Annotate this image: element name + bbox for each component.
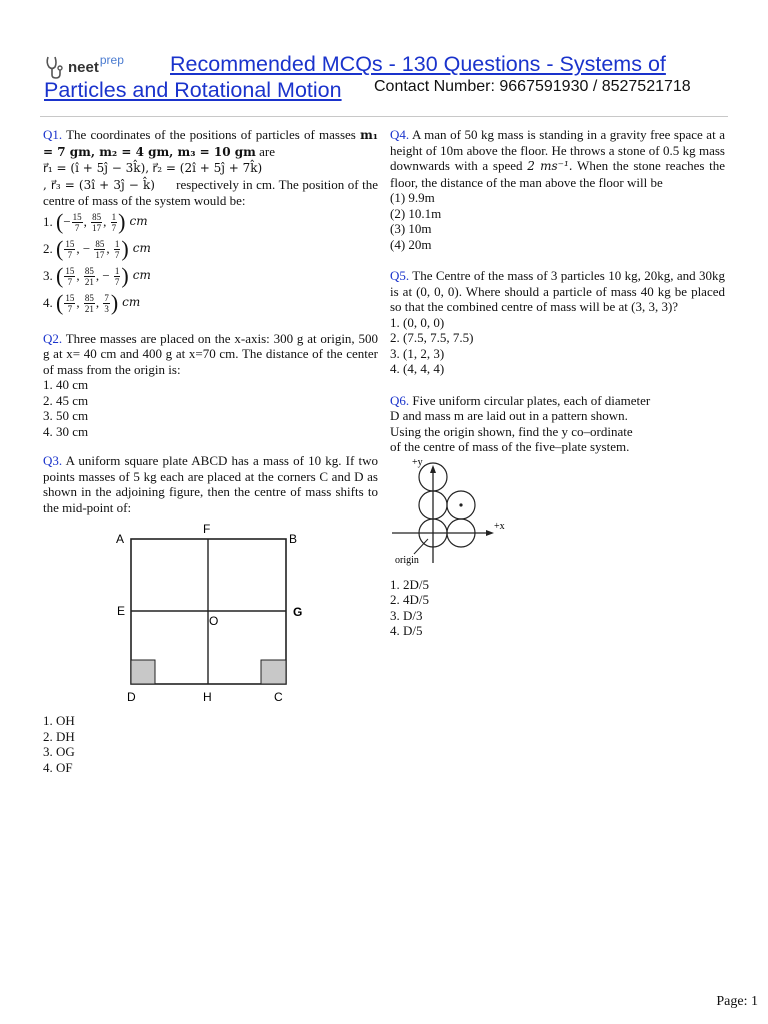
denominator: 21 — [84, 276, 94, 287]
right-paren: ) — [110, 290, 119, 315]
question-5 — [390, 268, 725, 377]
question-text-2: When the stone reaches the floor, the distance of the man above the floor will be — [390, 158, 726, 190]
option-label: 1. — [43, 214, 53, 230]
label-h: H — [202, 690, 212, 704]
r1-vector: r⃗₁ = (î + 5ĵ − 3k̂), — [43, 161, 150, 175]
circular-plates-figure — [390, 459, 515, 577]
fraction — [103, 293, 110, 314]
question-4 — [390, 127, 725, 252]
left-paren: ( — [56, 290, 64, 315]
left-paren: ( — [56, 263, 64, 288]
option-label: 3. — [43, 268, 53, 284]
label-f: F — [202, 522, 210, 536]
option-1[interactable]: 1. 40 cm — [43, 377, 89, 392]
mass-at-d — [131, 660, 155, 684]
option-2[interactable]: 2. 45 cm — [43, 392, 89, 408]
numerator: 15 — [65, 265, 75, 276]
option-4[interactable]: 4. (4, 4, 4) — [390, 361, 445, 376]
page-number: Page: 1 — [716, 994, 758, 1009]
sign: − — [82, 241, 94, 257]
question-number: Q3. — [43, 453, 63, 468]
denominator: 17 — [95, 249, 105, 260]
fraction — [64, 293, 75, 314]
question-2 — [43, 331, 378, 440]
label-g: G — [292, 605, 302, 619]
left-paren: ( — [56, 236, 64, 261]
unit: cm — [129, 214, 148, 229]
fraction — [84, 266, 95, 287]
denominator: 7 — [74, 222, 80, 233]
denominator: 7 — [114, 249, 120, 260]
fraction — [114, 239, 121, 260]
question-6 — [390, 393, 725, 639]
option-3[interactable]: 3. 50 cm — [43, 408, 89, 423]
logo-text-2: prep — [99, 53, 124, 67]
question-line-3: Using the origin shown, find the y co–ordinate — [390, 423, 633, 439]
question-line-2: D and mass m are laid out in a pattern shown. — [390, 408, 628, 423]
question-text-b: respectively in cm. The position of the centre of mass of the system would be: — [43, 176, 378, 208]
denominator: 7 — [114, 276, 120, 287]
denominator: 3 — [104, 303, 109, 314]
speed-value: 2 ms⁻¹. — [527, 159, 573, 173]
question-line-4: of the centre of mass of the five–plate system. — [390, 439, 630, 454]
contact-number: Contact Number: 9667591930 / 8527521718 — [374, 78, 691, 95]
denominator: 21 — [84, 303, 94, 314]
square-plate-figure — [111, 521, 311, 707]
r2-vector: r⃗₂ = (2î + 5ĵ + 7k̂) — [152, 161, 263, 175]
option-2[interactable]: (2) 10.1m — [390, 205, 442, 221]
masses-expression: m₁ = 7 gm, m₂ = 4 gm, m₃ = 10 gm — [43, 128, 379, 159]
numerator: 15 — [65, 238, 75, 249]
question-line-1: Five uniform circular plates, each of diameter — [412, 392, 651, 408]
header-divider — [40, 116, 728, 117]
numerator: 7 — [104, 292, 109, 303]
right-column — [390, 127, 725, 639]
denominator: 7 — [67, 276, 73, 287]
option-2[interactable]: 2. 4D/5 — [390, 592, 429, 607]
denominator: 7 — [111, 222, 117, 233]
fraction — [114, 266, 121, 287]
question-text: The Centre of the mass of 3 particles 10 kg, 20kg, and 30kg is at (0, 0, 0). Where should a particle of mass 40 kg be placed so that the combined centre of mass will be at (3, 3, 3)? — [390, 268, 725, 314]
label-e: E — [116, 604, 125, 618]
option-1[interactable]: 1. ( − $\frac{15}{7}$ , $\frac{85}{17}$ , $\frac{1}{7}$ ) cm — [43, 209, 148, 234]
right-paren: ) — [121, 236, 129, 261]
label-o: O — [208, 614, 218, 628]
label-d: D — [126, 690, 136, 704]
option-4[interactable]: 4. OF — [43, 759, 73, 775]
unit: cm — [122, 295, 141, 310]
question-text: A man of 50 kg mass is standing in a gravity free space at a height of 10m above the floor. He throws a stone of 0.5 kg mass downwards with a speed — [390, 127, 725, 173]
sign: − — [63, 214, 71, 230]
neetprep-logo — [44, 54, 124, 80]
fraction — [91, 212, 102, 233]
denominator: 7 — [67, 303, 73, 314]
question-text-are: are — [259, 143, 275, 159]
option-3[interactable]: 3. ( $\frac{15}{7}$ , $\frac{85}{21}$ , − $\frac{1}{7}$ ) cm — [43, 263, 151, 288]
option-4[interactable]: (4) 20m — [390, 236, 432, 252]
option-3[interactable]: 3. D/3 — [390, 607, 423, 623]
fraction — [84, 293, 95, 314]
fraction — [64, 266, 75, 287]
option-3[interactable]: (3) 10m — [390, 221, 432, 236]
option-2[interactable]: 2. (7.5, 7.5, 7.5) — [390, 330, 474, 345]
stethoscope-icon — [44, 55, 66, 79]
option-2[interactable]: 2. DH — [43, 728, 75, 744]
question-text: A uniform square plate ABCD has a mass of 10 kg. If two points masses of 5 kg each are placed at the corners C and D as shown in the adjoining figure, then the centre of mass shifts to the mid-point of: — [43, 453, 378, 515]
sign: − — [102, 268, 113, 284]
unit: cm — [132, 268, 151, 283]
label-c: C — [273, 690, 283, 704]
fraction — [72, 212, 83, 233]
option-4[interactable]: 4. ( $\frac{15}{7}$ , $\frac{85}{21}$ , $\frac{7}{3}$ ) cm — [43, 290, 141, 315]
fraction — [94, 239, 105, 260]
numerator: 85 — [84, 265, 94, 276]
r3-vector: , r⃗₃ = (3î + 3ĵ − k̂) — [43, 177, 155, 192]
right-paren: ) — [118, 209, 126, 234]
numerator: 1 — [114, 265, 120, 276]
y-axis-label: +y — [412, 458, 423, 468]
option-1[interactable]: 1. OH — [43, 713, 75, 728]
numerator: 1 — [111, 211, 117, 222]
page-title-line-1[interactable]: Recommended MCQs - 130 Questions - Systems of — [170, 52, 666, 76]
option-3[interactable]: 3. (1, 2, 3) — [390, 345, 445, 361]
option-label: 2. — [43, 241, 53, 257]
label-a: A — [115, 532, 124, 546]
origin-label: origin — [395, 554, 419, 566]
question-number: Q1. — [43, 127, 63, 142]
question-number: Q4. — [390, 127, 410, 142]
page-title-line-2[interactable]: Particles and Rotational Motion — [44, 78, 342, 102]
right-paren: ) — [121, 263, 129, 288]
label-b: B — [288, 532, 297, 546]
logo-text: neet — [68, 58, 99, 76]
left-paren: ( — [56, 209, 64, 234]
numerator: 85 — [84, 292, 94, 303]
fraction — [111, 212, 118, 233]
question-number: Q5. — [390, 268, 410, 283]
option-label: 4. — [43, 295, 53, 311]
option-4[interactable]: 4. 30 cm — [43, 423, 89, 439]
question-number: Q6. — [390, 392, 410, 408]
q1-options — [43, 209, 378, 317]
question-number: Q2. — [43, 330, 63, 346]
numerator: 85 — [92, 211, 102, 222]
option-1[interactable]: (1) 9.9m — [390, 190, 435, 205]
question-1 — [43, 127, 378, 317]
numerator: 1 — [114, 238, 120, 249]
numerator: 15 — [72, 211, 82, 222]
question-text: Three masses are placed on the x-axis: 300 g at origin, 500 g at x= 40 cm and 400 g at x=70 cm. The distance of the center of mass from the origin is: — [43, 330, 378, 377]
denominator: 17 — [92, 222, 102, 233]
option-2[interactable]: 2. ( $\frac{15}{7}$ , − $\frac{85}{17}$ , $\frac{1}{7}$ ) cm — [43, 236, 151, 261]
unit: cm — [132, 241, 151, 256]
numerator: 15 — [65, 292, 75, 303]
mass-at-c — [261, 660, 286, 684]
fraction — [64, 239, 75, 260]
option-1[interactable]: 1. (0, 0, 0) — [390, 314, 445, 330]
denominator: 7 — [67, 249, 73, 260]
option-3[interactable]: 3. OG — [43, 744, 75, 759]
left-column — [43, 127, 378, 775]
x-axis-label: +x — [494, 520, 505, 532]
option-4[interactable]: 4. D/5 — [390, 623, 423, 638]
question-text: The coordinates of the positions of particles of masses — [66, 127, 356, 142]
option-1[interactable]: 1. 2D/5 — [390, 576, 429, 592]
numerator: 85 — [95, 238, 105, 249]
question-3 — [43, 453, 378, 775]
